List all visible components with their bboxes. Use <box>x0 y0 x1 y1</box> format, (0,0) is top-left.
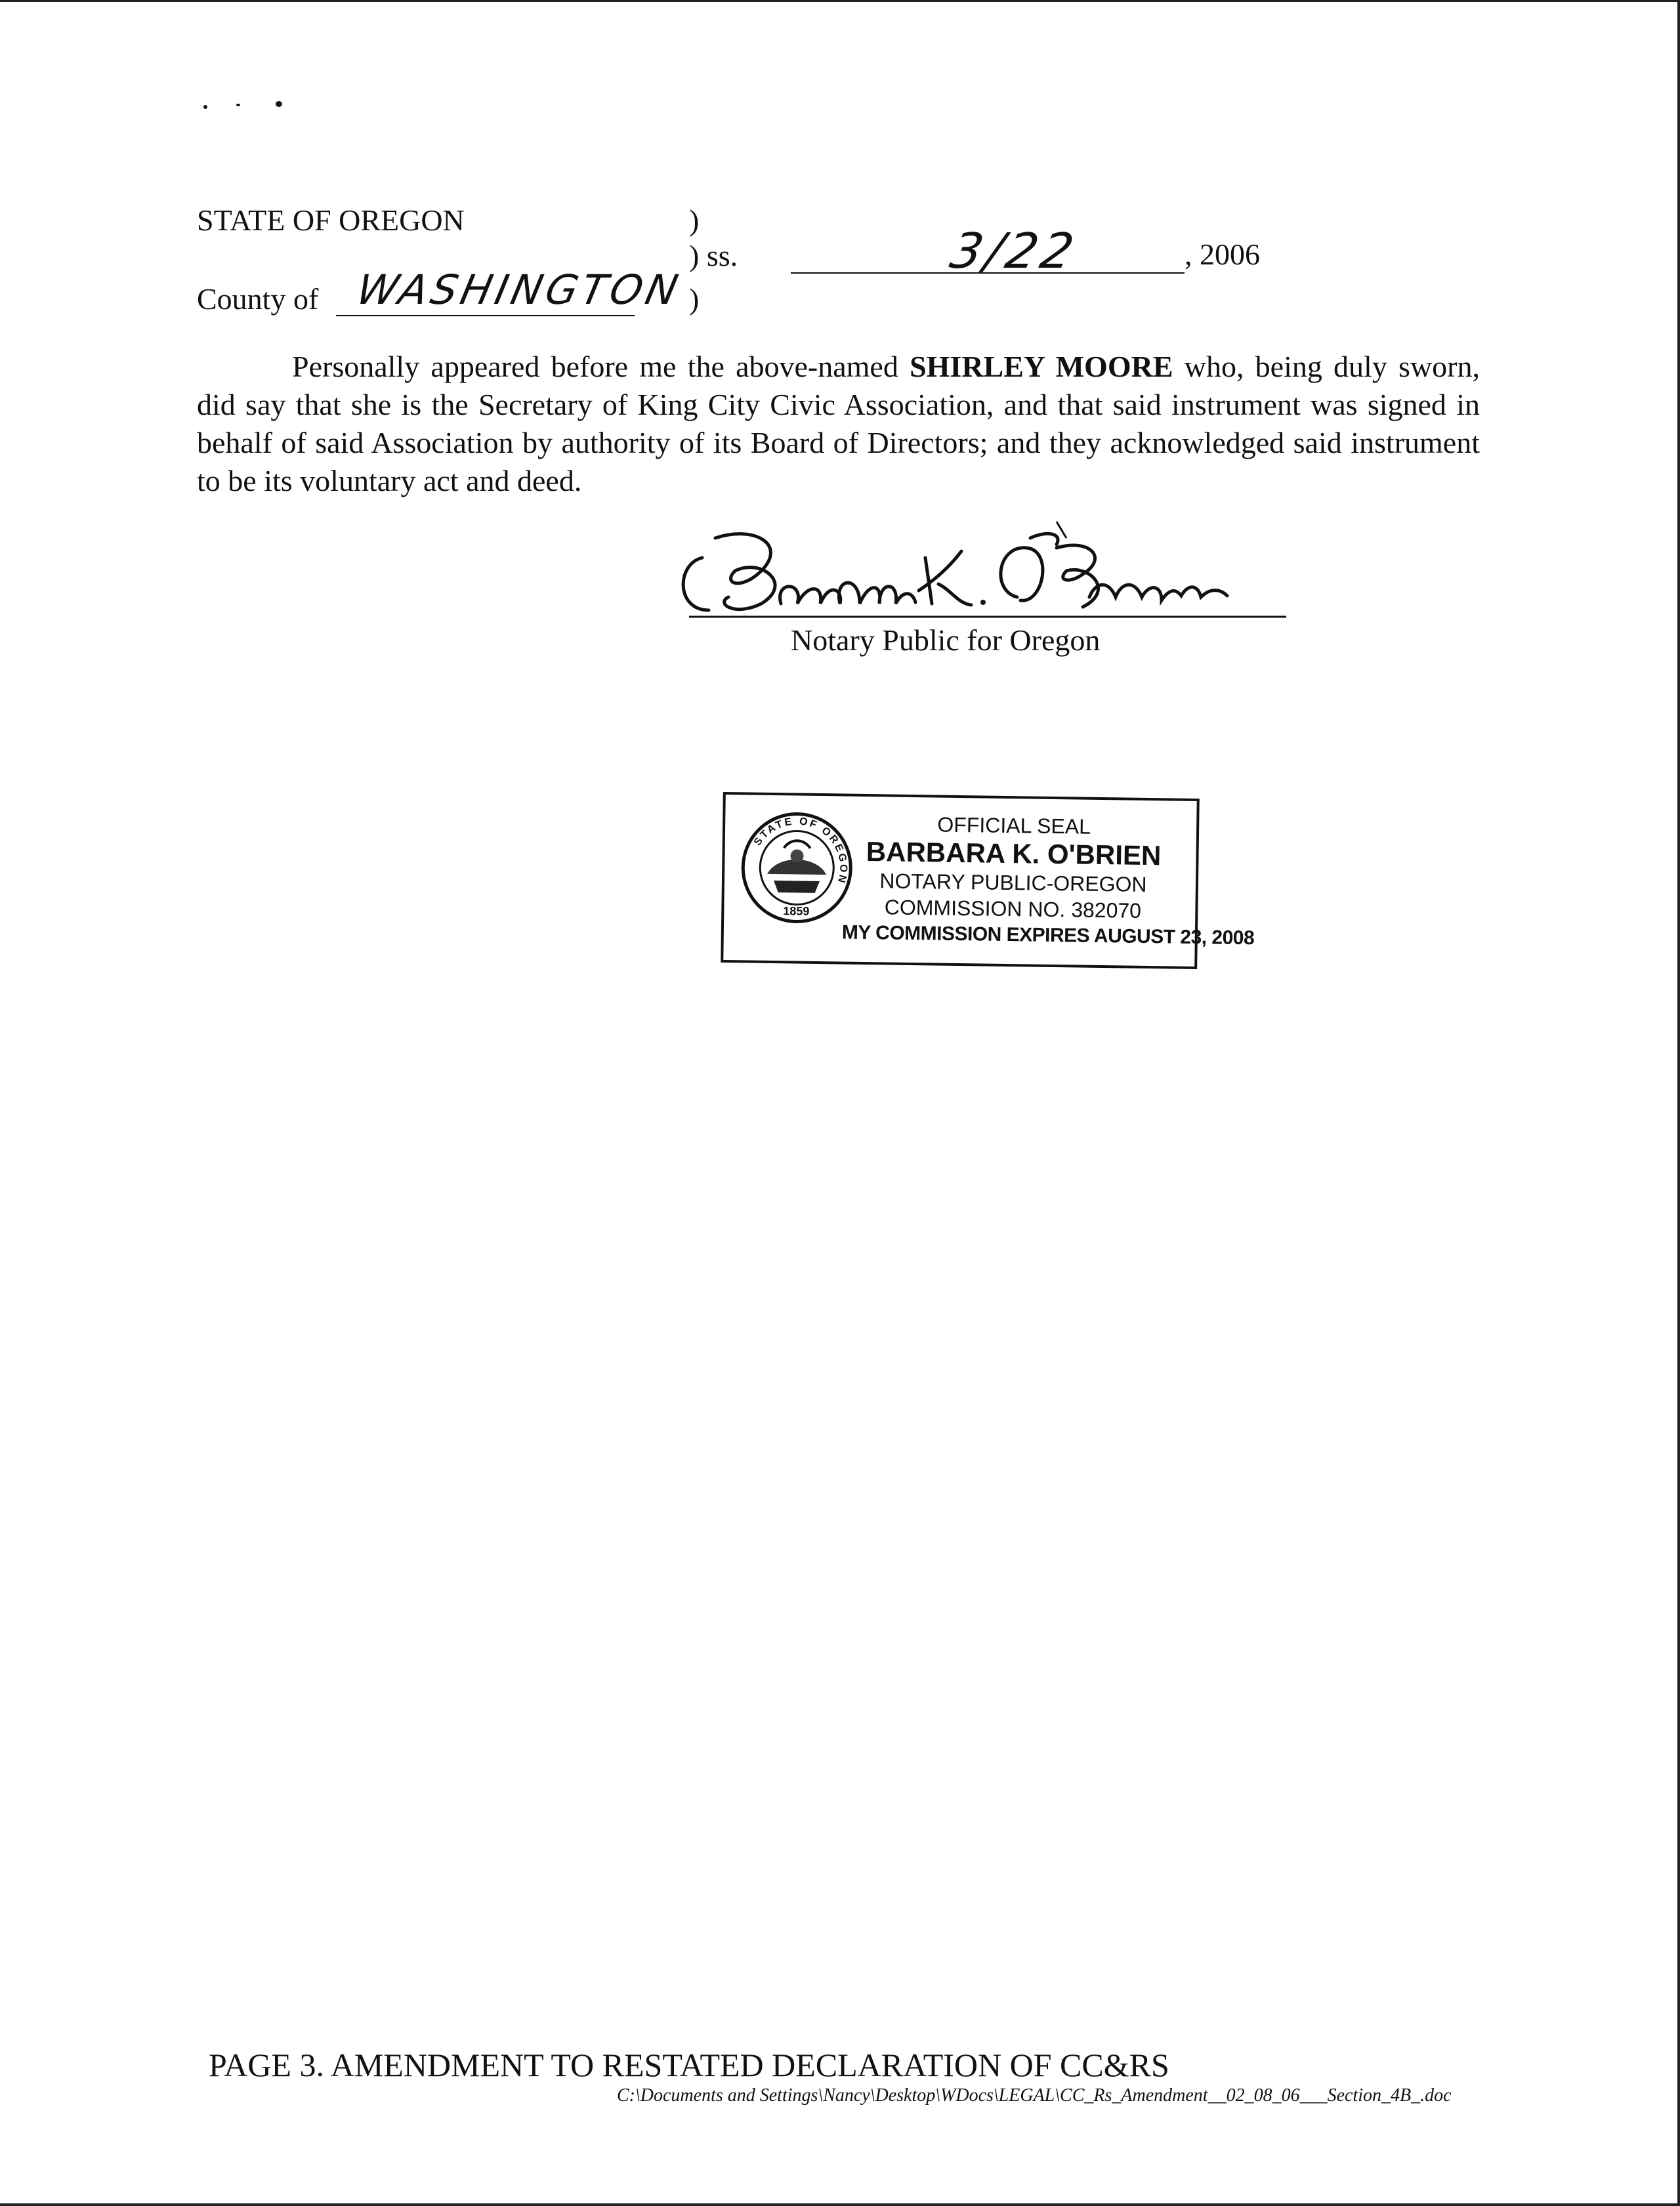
state-label: STATE OF OREGON <box>197 203 465 237</box>
speck <box>276 101 282 107</box>
seal-notary-title: NOTARY PUBLIC-OREGON <box>879 869 1147 896</box>
scan-edge-top <box>0 0 1680 2</box>
paren-top: ) <box>689 203 700 237</box>
signature-scribble <box>663 518 1293 630</box>
scan-edge-right <box>1677 0 1680 2206</box>
acknowledgment-paragraph <box>197 348 1480 500</box>
year-label: , 2006 <box>1185 238 1260 271</box>
county-underline <box>336 315 635 316</box>
ss-label: ) ss. <box>689 239 738 272</box>
date-handwritten: 3/22 <box>945 223 1083 280</box>
speck <box>203 105 207 109</box>
scan-edge-bottom <box>0 2203 1680 2206</box>
seal-text-block <box>841 811 1255 951</box>
seal-commission-number: COMMISSION NO. 382070 <box>884 895 1142 923</box>
notary-caption: Notary Public for Oregon <box>791 623 1101 657</box>
paragraph-text-after: who, being duly sworn, did say that she is the Secretary of King City Civic Association, and that said instrument was signed in behalf of said Association by authority of its Board of Directors; and they acknowledged said instrument to be its voluntary act and deed. <box>197 350 1480 497</box>
seal-notary-name: BARBARA K. O'BRIEN <box>866 835 1162 871</box>
appearing-person-name: SHIRLEY MOORE <box>910 350 1173 383</box>
paragraph-text-before: Personally appeared before me the above-named <box>292 350 910 383</box>
emblem-ring-text: STATE OF OREGON <box>751 816 849 886</box>
page-footer-title: PAGE 3. AMENDMENT TO RESTATED DECLARATION OF CC&RS <box>209 2047 1169 2083</box>
speck <box>236 104 240 106</box>
official-seal-stamp <box>721 792 1255 969</box>
paren-bottom: ) <box>689 282 700 316</box>
state-seal-emblem <box>737 808 856 927</box>
page-footer-filepath: C:\Documents and Settings\Nancy\Desktop\WDocs\LEGAL\CC_Rs_Amendment__02_08_06___Section_4B_.doc <box>617 2085 1452 2106</box>
seal-commission-expiry: MY COMMISSION EXPIRES AUGUST 23, 2008 <box>841 921 1255 949</box>
county-label: County of <box>197 282 319 316</box>
county-handwritten: WASHINGTON <box>352 266 686 314</box>
notary-signature <box>663 518 1293 630</box>
emblem-year: 1859 <box>783 904 810 918</box>
seal-heading: OFFICIAL SEAL <box>937 812 1091 839</box>
